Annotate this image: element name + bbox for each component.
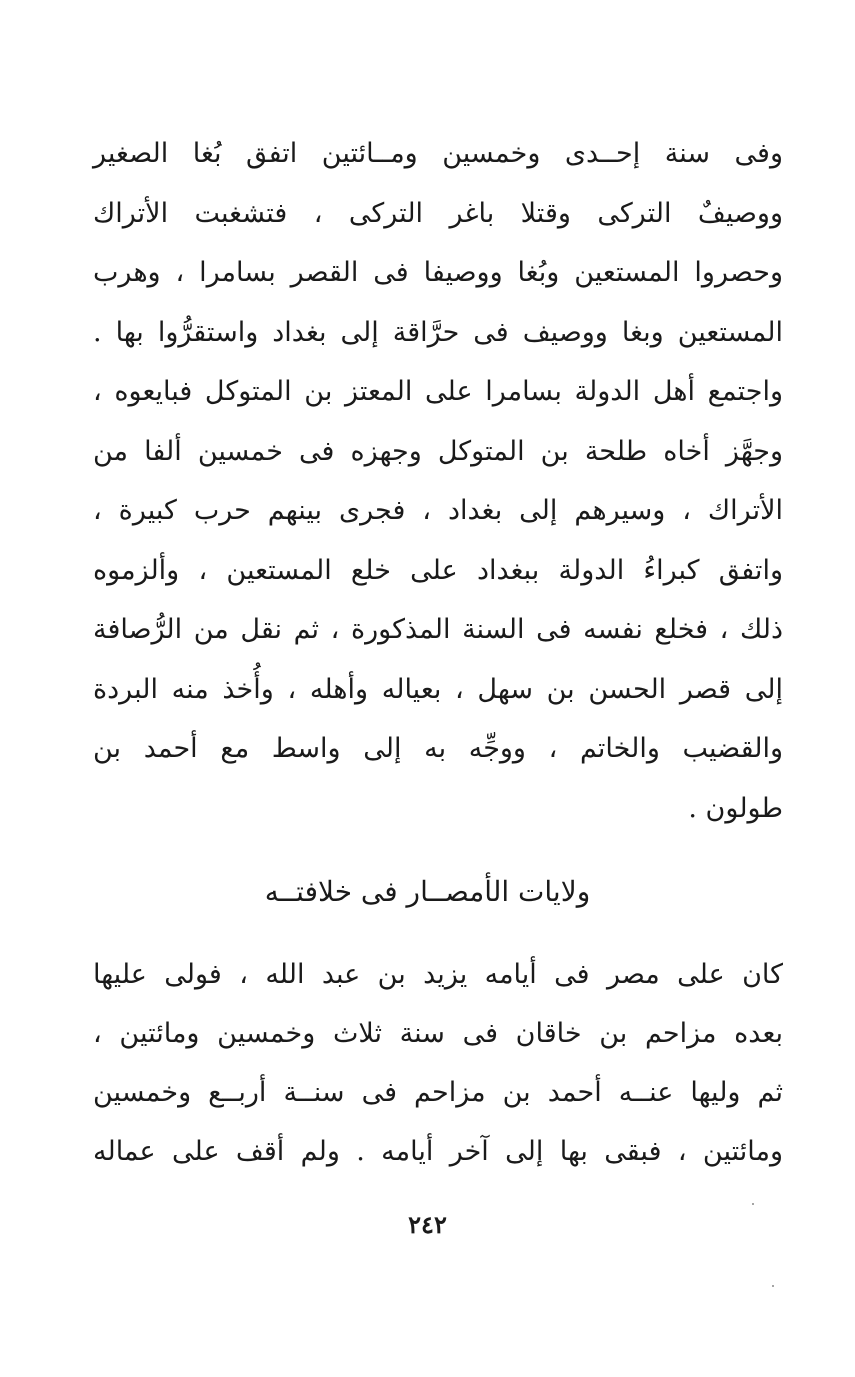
text-line: وحصروا المستعين وبُغا ووصيفا فى القصر بسامرا ، وهرب xyxy=(93,257,783,288)
page-number: ٢٤٢ xyxy=(408,1210,447,1239)
text-line: ذلك ، فخلع نفسه فى السنة المذكورة ، ثم نقل من الرُّصافة xyxy=(93,614,783,645)
paragraph-1 xyxy=(93,124,783,838)
text-line: وجهَّز أخاه طلحة بن المتوكل وجهزه فى خمسين ألفا من xyxy=(93,435,783,467)
text-line: وفى سنة إحــدى وخمسين ومــائتين اتفق بُغا الصغير xyxy=(93,138,783,169)
text-line: ووصيفٌ التركى وقتلا باغر التركى ، فتشغبت الأتراك xyxy=(93,197,783,229)
scan-speck xyxy=(752,1203,754,1205)
paragraph-2 xyxy=(93,945,783,1181)
text-line: بعده مزاحم بن خاقان فى سنة ثلاث وخمسين ومائتين ، xyxy=(93,1018,783,1049)
text-line: ثم وليها عنــه أحمد بن مزاحم فى سنــة أربــع وخمسين xyxy=(93,1077,783,1108)
text-line: إلى قصر الحسن بن سهل ، بعياله وأهله ، وأُخذ منه البردة xyxy=(93,673,783,705)
text-line: كان على مصر فى أيامه يزيد بن عبد الله ، فولى عليها xyxy=(93,959,783,990)
text-line: والقضيب والخاتم ، ووجِّه به إلى واسط مع أحمد بن xyxy=(93,733,783,764)
text-line: واتفق كبراءُ الدولة ببغداد على خلع المستعين ، وألزموه xyxy=(93,554,783,586)
text-line: ومائتين ، فبقى بها إلى آخر أيامه . ولم أقف على عماله xyxy=(93,1136,783,1167)
text-line: الأتراك ، وسيرهم إلى بغداد ، فجرى بينهم حرب كبيرة ، xyxy=(93,495,783,526)
text-line: طولون . xyxy=(688,792,783,824)
text-line: واجتمع أهل الدولة بسامرا على المعتز بن المتوكل فبايعوه ، xyxy=(93,376,783,407)
scan-speck xyxy=(772,1285,774,1287)
text-line: المستعين وبغا ووصيف فى حرَّاقة إلى بغداد واستقرُّوا بها . xyxy=(93,316,783,348)
section-heading: ولايات الأمصــار فى خلافتــه xyxy=(264,875,591,908)
